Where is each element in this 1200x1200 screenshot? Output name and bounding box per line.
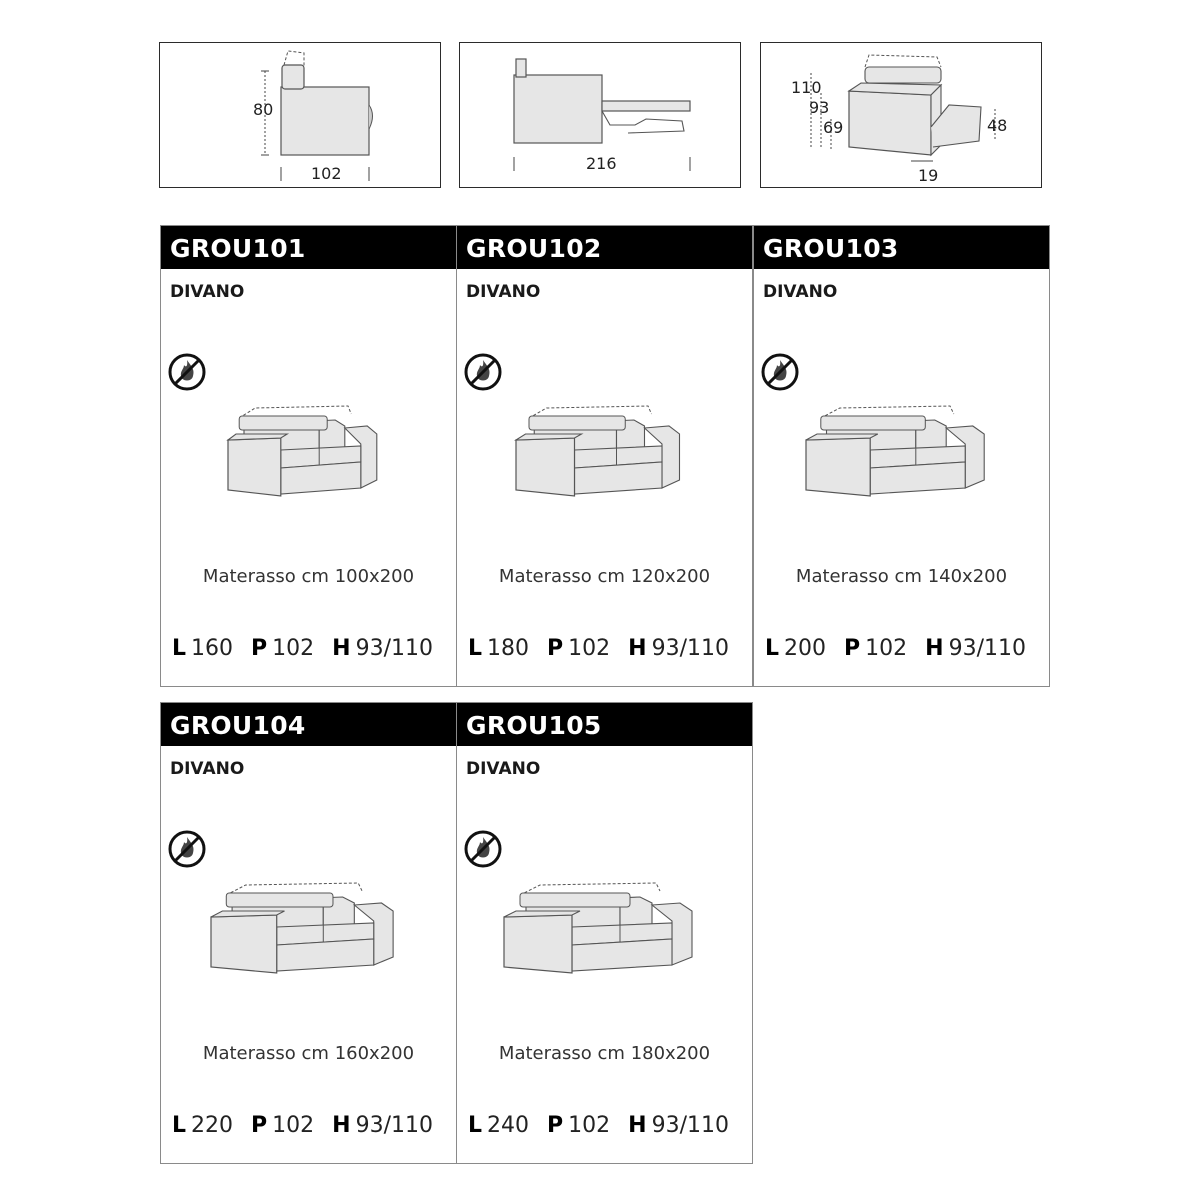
mattress-size: Materasso cm 120x200 <box>498 566 711 587</box>
depth-key: P <box>251 1113 268 1138</box>
length-value: 240 <box>487 1113 530 1138</box>
depth-value: 102 <box>272 1113 315 1138</box>
height-value: 93/110 <box>355 636 433 661</box>
iso-total-height-label: 110 <box>791 78 822 97</box>
iso-view-diagram <box>760 42 1042 188</box>
product-type: DIVANO <box>170 759 245 779</box>
length-key: L <box>172 636 187 661</box>
length-key: L <box>468 636 483 661</box>
side-view-drawing <box>160 43 442 189</box>
depth-value: 102 <box>865 636 908 661</box>
product-card <box>160 225 457 687</box>
height-value: 93/110 <box>651 636 729 661</box>
height-value: 93/110 <box>651 1113 729 1138</box>
dimensions <box>468 636 748 661</box>
length-value: 220 <box>191 1113 234 1138</box>
height-key: H <box>925 636 944 661</box>
product-code: GROU102 <box>457 226 752 269</box>
product-code: GROU101 <box>161 226 456 269</box>
length-key: L <box>172 1113 187 1138</box>
length-key: L <box>468 1113 483 1138</box>
product-card <box>456 702 753 1164</box>
depth-value: 102 <box>568 636 611 661</box>
no-fire-icon <box>463 352 503 392</box>
side-depth-label: 102 <box>311 164 342 183</box>
open-bed-drawing <box>460 43 742 189</box>
height-value: 93/110 <box>355 1113 433 1138</box>
open-bed-diagram <box>459 42 741 188</box>
dimensions <box>765 636 1045 661</box>
dimensions <box>172 1113 452 1138</box>
sofa-bed-icon <box>508 404 703 504</box>
mattress-size: Materasso cm 180x200 <box>498 1043 711 1064</box>
depth-key: P <box>547 636 564 661</box>
product-card <box>160 702 457 1164</box>
sofa-bed-icon <box>220 404 400 504</box>
sofa-bed-icon <box>496 881 716 981</box>
product-type: DIVANO <box>763 282 838 302</box>
product-type: DIVANO <box>466 759 541 779</box>
height-key: H <box>628 636 647 661</box>
product-type: DIVANO <box>466 282 541 302</box>
iso-arm-height-label: 69 <box>823 118 844 137</box>
no-fire-icon <box>463 829 503 869</box>
mattress-size: Materasso cm 160x200 <box>202 1043 415 1064</box>
no-fire-icon <box>760 352 800 392</box>
iso-view-drawing <box>761 43 1043 189</box>
length-key: L <box>765 636 780 661</box>
depth-key: P <box>844 636 861 661</box>
open-length-label: 216 <box>586 154 617 173</box>
height-key: H <box>628 1113 647 1138</box>
product-code: GROU105 <box>457 703 752 746</box>
depth-value: 102 <box>568 1113 611 1138</box>
sofa-bed-icon <box>798 404 1008 504</box>
depth-value: 102 <box>272 636 315 661</box>
sofa-bed-icon <box>203 881 417 981</box>
product-type: DIVANO <box>170 282 245 302</box>
iso-back-height-label: 93 <box>809 98 830 117</box>
mattress-size: Materasso cm 140x200 <box>795 566 1008 587</box>
product-code: GROU104 <box>161 703 456 746</box>
height-value: 93/110 <box>948 636 1026 661</box>
mattress-size: Materasso cm 100x200 <box>202 566 415 587</box>
side-view-diagram <box>159 42 441 188</box>
dimensions <box>468 1113 748 1138</box>
length-value: 160 <box>191 636 234 661</box>
no-fire-icon <box>167 352 207 392</box>
product-card <box>753 225 1050 687</box>
iso-arm-width-label: 19 <box>918 166 939 185</box>
no-fire-icon <box>167 829 207 869</box>
product-card <box>456 225 753 687</box>
product-code: GROU103 <box>754 226 1049 269</box>
dimensions <box>172 636 452 661</box>
depth-key: P <box>547 1113 564 1138</box>
length-value: 180 <box>487 636 530 661</box>
length-value: 200 <box>784 636 827 661</box>
side-height-label: 80 <box>253 100 274 119</box>
height-key: H <box>332 1113 351 1138</box>
depth-key: P <box>251 636 268 661</box>
height-key: H <box>332 636 351 661</box>
iso-seat-height-label: 48 <box>987 116 1008 135</box>
